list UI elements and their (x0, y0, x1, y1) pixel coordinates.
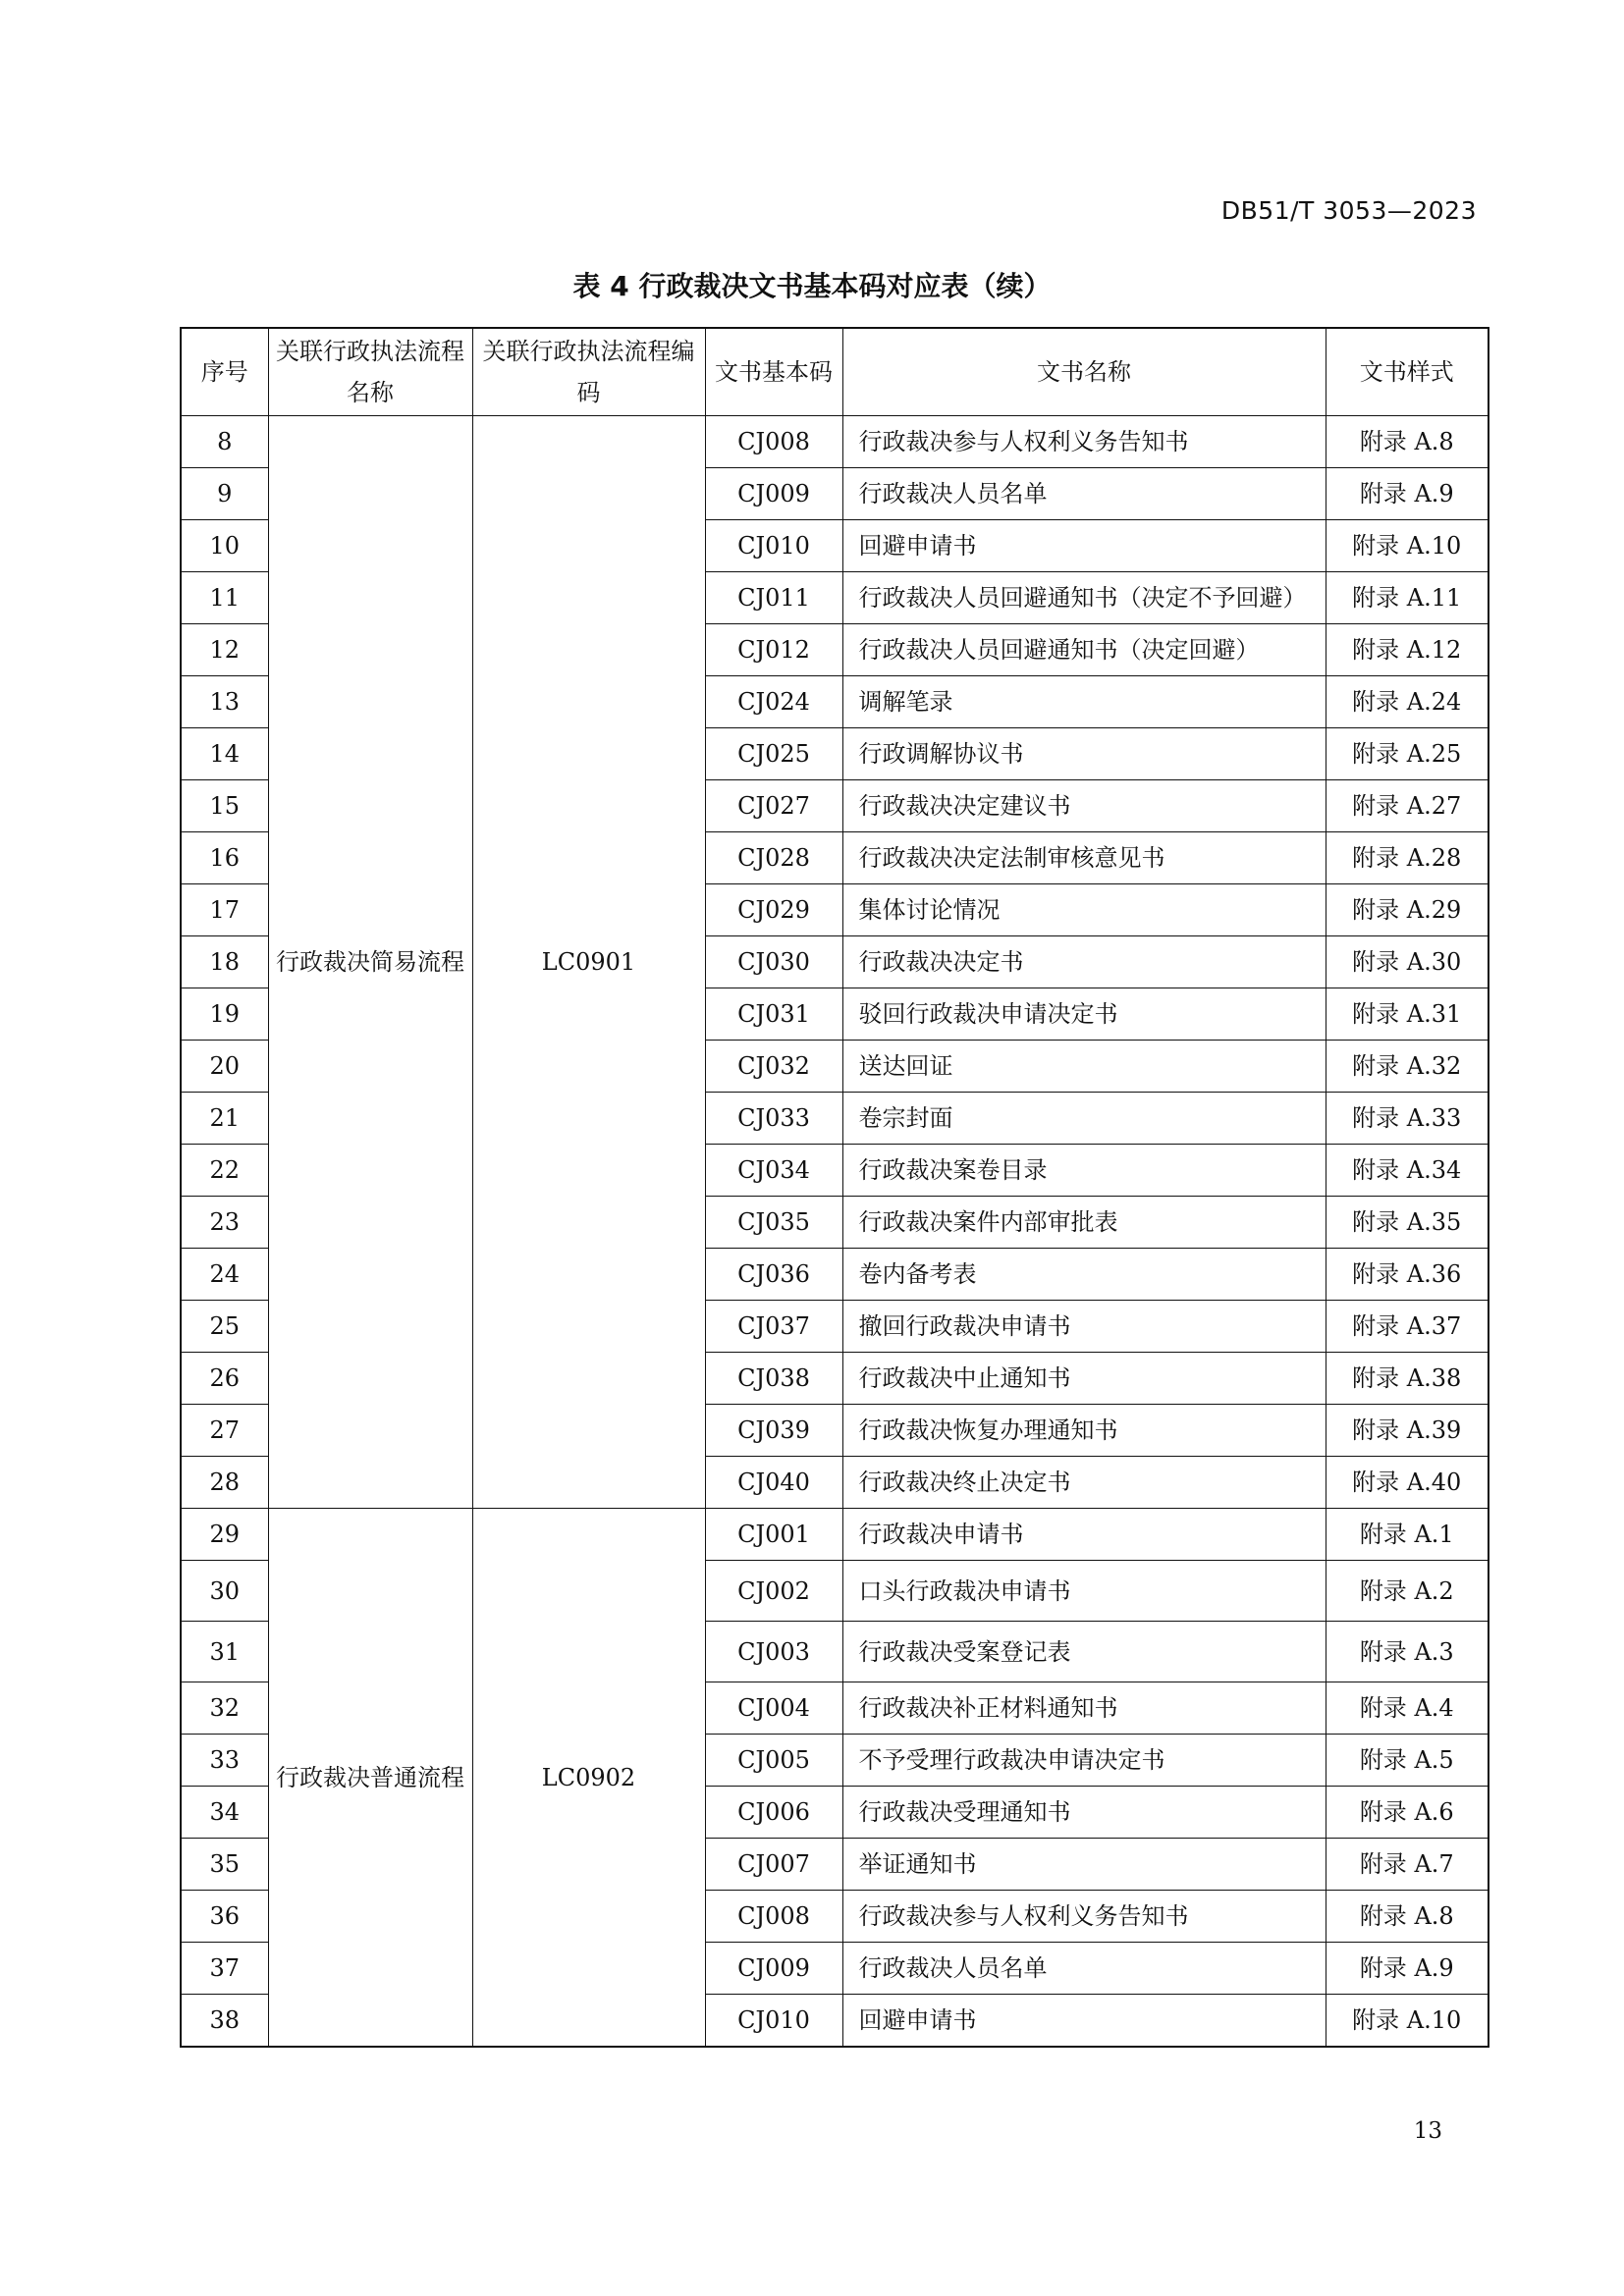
doc-code-cell: CJ036 (705, 1249, 842, 1301)
doc-style-cell: 附录 A.39 (1326, 1405, 1489, 1457)
doc-name-cell: 行政裁决中止通知书 (842, 1353, 1326, 1405)
doc-code-cell: CJ005 (705, 1735, 842, 1787)
row-number-cell: 19 (181, 988, 268, 1041)
doc-style-cell: 附录 A.1 (1326, 1509, 1489, 1561)
row-number-cell: 22 (181, 1145, 268, 1197)
process-name-cell: 行政裁决简易流程 (268, 416, 472, 1509)
doc-name-cell: 回避申请书 (842, 520, 1326, 572)
row-number-cell: 36 (181, 1891, 268, 1943)
doc-code-cell: CJ002 (705, 1561, 842, 1622)
doc-code-cell: CJ009 (705, 468, 842, 520)
row-number-cell: 27 (181, 1405, 268, 1457)
doc-name-cell: 卷宗封面 (842, 1093, 1326, 1145)
doc-style-cell: 附录 A.3 (1326, 1622, 1489, 1682)
row-number-cell: 26 (181, 1353, 268, 1405)
doc-name-cell: 调解笔录 (842, 676, 1326, 728)
row-number-cell: 24 (181, 1249, 268, 1301)
page-number: 13 (1413, 2118, 1442, 2144)
doc-code-cell: CJ035 (705, 1197, 842, 1249)
doc-name-cell: 行政裁决参与人权利义务告知书 (842, 1891, 1326, 1943)
doc-style-cell: 附录 A.8 (1326, 416, 1489, 468)
doc-style-cell: 附录 A.29 (1326, 884, 1489, 936)
row-number-cell: 16 (181, 832, 268, 884)
col-header-process-code: 关联行政执法流程编码 (472, 328, 705, 416)
row-number-cell: 20 (181, 1041, 268, 1093)
row-number-cell: 9 (181, 468, 268, 520)
row-number-cell: 38 (181, 1995, 268, 2048)
doc-style-cell: 附录 A.34 (1326, 1145, 1489, 1197)
table-title: 表 4 行政裁决文书基本码对应表（续） (572, 270, 1052, 302)
row-number-cell: 31 (181, 1622, 268, 1682)
row-number-cell: 18 (181, 936, 268, 988)
doc-name-cell: 行政裁决决定书 (842, 936, 1326, 988)
standard-code: DB51/T 3053—2023 (1220, 196, 1477, 225)
doc-style-cell: 附录 A.9 (1326, 468, 1489, 520)
doc-style-cell: 附录 A.12 (1326, 624, 1489, 676)
row-number-cell: 33 (181, 1735, 268, 1787)
doc-name-cell: 行政裁决受理通知书 (842, 1787, 1326, 1839)
doc-code-cell: CJ007 (705, 1839, 842, 1891)
doc-name-cell: 举证通知书 (842, 1839, 1326, 1891)
row-number-cell: 8 (181, 416, 268, 468)
doc-code-cell: CJ037 (705, 1301, 842, 1353)
row-number-cell: 15 (181, 780, 268, 832)
doc-code-cell: CJ006 (705, 1787, 842, 1839)
row-number-cell: 13 (181, 676, 268, 728)
doc-code-cell: CJ030 (705, 936, 842, 988)
doc-style-cell: 附录 A.40 (1326, 1457, 1489, 1509)
doc-style-cell: 附录 A.36 (1326, 1249, 1489, 1301)
table-header-row (181, 328, 1489, 416)
doc-style-cell: 附录 A.7 (1326, 1839, 1489, 1891)
table-row (181, 416, 1489, 468)
doc-code-cell: CJ029 (705, 884, 842, 936)
table-row (181, 1509, 1489, 1561)
doc-style-cell: 附录 A.33 (1326, 1093, 1489, 1145)
doc-code-cell: CJ009 (705, 1943, 842, 1995)
col-header-no: 序号 (181, 328, 268, 416)
row-number-cell: 11 (181, 572, 268, 624)
doc-style-cell: 附录 A.10 (1326, 1995, 1489, 2048)
table-body (181, 416, 1489, 2048)
row-number-cell: 23 (181, 1197, 268, 1249)
doc-name-cell: 集体讨论情况 (842, 884, 1326, 936)
row-number-cell: 17 (181, 884, 268, 936)
doc-code-cell: CJ040 (705, 1457, 842, 1509)
doc-style-cell: 附录 A.6 (1326, 1787, 1489, 1839)
doc-style-cell: 附录 A.30 (1326, 936, 1489, 988)
row-number-cell: 30 (181, 1561, 268, 1622)
doc-name-cell: 卷内备考表 (842, 1249, 1326, 1301)
doc-code-cell: CJ038 (705, 1353, 842, 1405)
doc-name-cell: 行政裁决人员名单 (842, 468, 1326, 520)
doc-style-cell: 附录 A.32 (1326, 1041, 1489, 1093)
process-name-cell: 行政裁决普通流程 (268, 1509, 472, 2048)
doc-name-cell: 行政裁决补正材料通知书 (842, 1682, 1326, 1735)
doc-code-cell: CJ010 (705, 1995, 842, 2048)
process-code-cell: LC0902 (472, 1509, 705, 2048)
doc-code-cell: CJ008 (705, 1891, 842, 1943)
col-header-process-name: 关联行政执法流程名称 (268, 328, 472, 416)
row-number-cell: 21 (181, 1093, 268, 1145)
doc-name-cell: 行政裁决终止决定书 (842, 1457, 1326, 1509)
doc-code-cell: CJ008 (705, 416, 842, 468)
row-number-cell: 34 (181, 1787, 268, 1839)
doc-style-cell: 附录 A.31 (1326, 988, 1489, 1041)
doc-name-cell: 行政裁决恢复办理通知书 (842, 1405, 1326, 1457)
doc-name-cell: 行政裁决人员名单 (842, 1943, 1326, 1995)
doc-style-cell: 附录 A.2 (1326, 1561, 1489, 1622)
doc-style-cell: 附录 A.27 (1326, 780, 1489, 832)
doc-code-cell: CJ024 (705, 676, 842, 728)
row-number-cell: 28 (181, 1457, 268, 1509)
doc-code-cell: CJ003 (705, 1622, 842, 1682)
doc-name-cell: 驳回行政裁决申请决定书 (842, 988, 1326, 1041)
doc-name-cell: 行政裁决申请书 (842, 1509, 1326, 1561)
col-header-doc-name: 文书名称 (842, 328, 1326, 416)
doc-style-cell: 附录 A.11 (1326, 572, 1489, 624)
doc-style-cell: 附录 A.10 (1326, 520, 1489, 572)
row-number-cell: 10 (181, 520, 268, 572)
doc-name-cell: 行政裁决决定建议书 (842, 780, 1326, 832)
doc-code-cell: CJ033 (705, 1093, 842, 1145)
doc-style-cell: 附录 A.35 (1326, 1197, 1489, 1249)
doc-name-cell: 行政裁决参与人权利义务告知书 (842, 416, 1326, 468)
doc-code-cell: CJ032 (705, 1041, 842, 1093)
col-header-doc-style: 文书样式 (1326, 328, 1489, 416)
doc-code-cell: CJ011 (705, 572, 842, 624)
doc-code-cell: CJ039 (705, 1405, 842, 1457)
doc-style-cell: 附录 A.38 (1326, 1353, 1489, 1405)
row-number-cell: 14 (181, 728, 268, 780)
document-code-table (180, 327, 1489, 2048)
col-header-doc-code: 文书基本码 (705, 328, 842, 416)
doc-name-cell: 口头行政裁决申请书 (842, 1561, 1326, 1622)
doc-style-cell: 附录 A.9 (1326, 1943, 1489, 1995)
doc-name-cell: 行政裁决人员回避通知书（决定不予回避） (842, 572, 1326, 624)
doc-name-cell: 送达回证 (842, 1041, 1326, 1093)
row-number-cell: 32 (181, 1682, 268, 1735)
doc-style-cell: 附录 A.4 (1326, 1682, 1489, 1735)
doc-name-cell: 行政裁决人员回避通知书（决定回避） (842, 624, 1326, 676)
doc-name-cell: 行政调解协议书 (842, 728, 1326, 780)
doc-code-cell: CJ034 (705, 1145, 842, 1197)
doc-code-cell: CJ004 (705, 1682, 842, 1735)
process-code-cell: LC0901 (472, 416, 705, 1509)
doc-style-cell: 附录 A.25 (1326, 728, 1489, 780)
doc-code-cell: CJ010 (705, 520, 842, 572)
row-number-cell: 35 (181, 1839, 268, 1891)
doc-code-cell: CJ025 (705, 728, 842, 780)
doc-name-cell: 行政裁决案卷目录 (842, 1145, 1326, 1197)
row-number-cell: 12 (181, 624, 268, 676)
doc-name-cell: 不予受理行政裁决申请决定书 (842, 1735, 1326, 1787)
doc-name-cell: 行政裁决案件内部审批表 (842, 1197, 1326, 1249)
doc-style-cell: 附录 A.5 (1326, 1735, 1489, 1787)
doc-name-cell: 撤回行政裁决申请书 (842, 1301, 1326, 1353)
doc-name-cell: 回避申请书 (842, 1995, 1326, 2048)
row-number-cell: 29 (181, 1509, 268, 1561)
doc-code-cell: CJ028 (705, 832, 842, 884)
doc-name-cell: 行政裁决受案登记表 (842, 1622, 1326, 1682)
doc-name-cell: 行政裁决决定法制审核意见书 (842, 832, 1326, 884)
row-number-cell: 37 (181, 1943, 268, 1995)
row-number-cell: 25 (181, 1301, 268, 1353)
doc-style-cell: 附录 A.37 (1326, 1301, 1489, 1353)
doc-style-cell: 附录 A.8 (1326, 1891, 1489, 1943)
doc-style-cell: 附录 A.28 (1326, 832, 1489, 884)
doc-code-cell: CJ027 (705, 780, 842, 832)
doc-code-cell: CJ001 (705, 1509, 842, 1561)
doc-code-cell: CJ031 (705, 988, 842, 1041)
doc-style-cell: 附录 A.24 (1326, 676, 1489, 728)
doc-code-cell: CJ012 (705, 624, 842, 676)
